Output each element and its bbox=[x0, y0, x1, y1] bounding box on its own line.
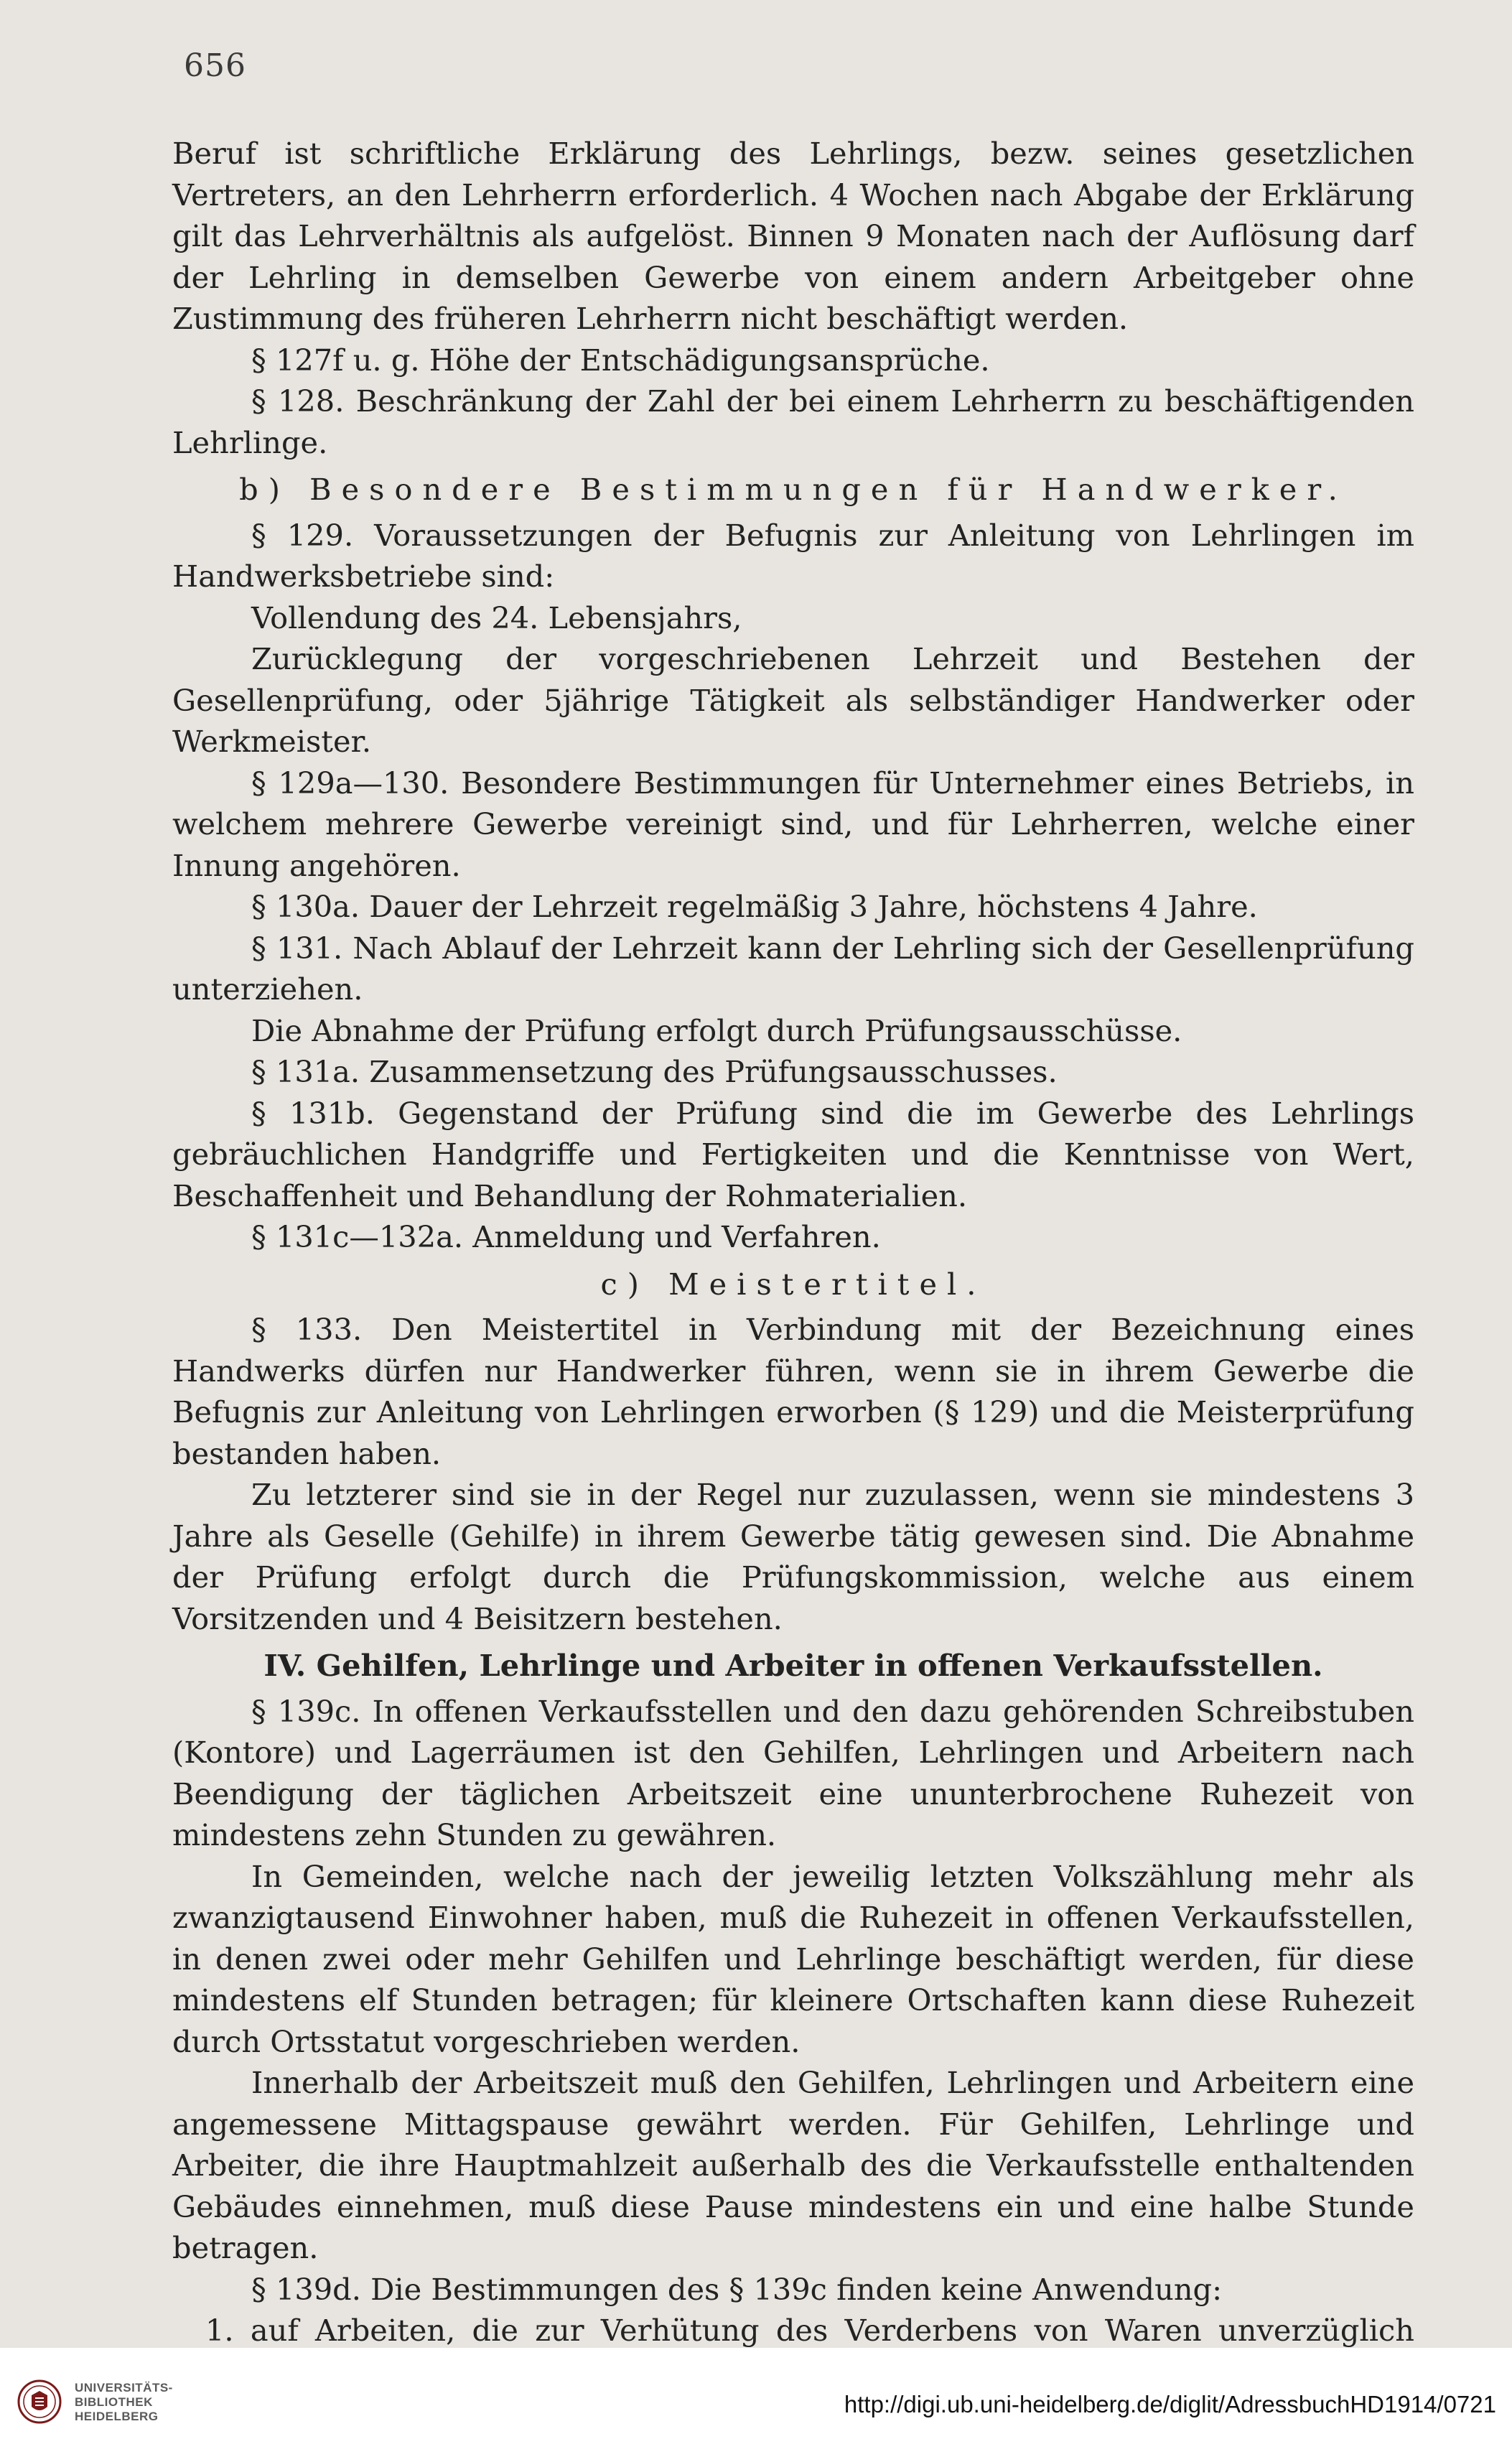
paragraph: § 139c. In offenen Verkaufsstellen und den dazu gehörenden Schreibstuben (Kontore) und Lagerräumen ist den Gehilfen, Lehrlingen und Arbeitern nach Beendigung der täglichen Arbeitszeit eine ununterbrochene Ruhezeit von mindestens zehn Stunden zu gewähren. bbox=[172, 1693, 1414, 1852]
requirement-paragraph: Zurücklegung der vorgeschriebenen Lehrzeit und Bestehen der Gesellenprüfung, oder 5jährige Tätigkeit als selbständiger Handwerker oder Werkmeister. bbox=[172, 641, 1414, 759]
paragraph: § 139d. Die Bestimmungen des § 139c finden keine Anwendung: bbox=[251, 2271, 1223, 2307]
chapter-heading: IV. Gehilfen, Lehrlinge und Arbeiter in offenen Verkaufsstellen. bbox=[263, 1648, 1323, 1683]
university-seal-icon[interactable] bbox=[17, 2379, 62, 2424]
paragraph: § 130a. Dauer der Lehrzeit regelmäßig 3 Jahre, höchstens 4 Jahre. bbox=[251, 889, 1258, 924]
library-name-line-3: HEIDELBERG bbox=[75, 2410, 159, 2423]
paragraph: § 131a. Zusammensetzung des Prüfungsausschusses. bbox=[251, 1054, 1058, 1089]
section-heading: b) Besondere Bestimmungen für Handwerker. bbox=[239, 472, 1348, 507]
section-heading: c) Meistertitel. bbox=[600, 1266, 986, 1302]
footer-bar bbox=[0, 2348, 1512, 2462]
paragraph: § 129. Voraussetzungen der Befugnis zur Anleitung von Lehrlingen im Handwerksbetriebe sind: bbox=[172, 517, 1414, 594]
paragraph: Die Abnahme der Prüfung erfolgt durch Prüfungsausschüsse. bbox=[251, 1012, 1182, 1048]
paragraph: Innerhalb der Arbeitszeit muß den Gehilfen, Lehrlingen und Arbeitern eine angemessene Mittagspause gewährt werden. Für Gehilfen, Lehrlinge und Arbeiter, die ihre Hauptmahlzeit außerhalb des die Verkaufsstelle enthaltenden Gebäudes einnehmen, muß diese Pause mindestens ein und eine halbe Stunde betragen. bbox=[172, 2065, 1414, 2265]
requirement-line: Vollendung des 24. Lebensjahrs, bbox=[251, 600, 742, 635]
paragraph: Zu letzterer sind sie in der Regel nur zuzulassen, wenn sie mindestens 3 Jahre als Geselle (Gehilfe) in ihrem Gewerbe tätig gewesen sind. Die Abnahme der Prüfung erfolgt durch die Prüfungskommission, welche aus einem Vorsitzenden und 4 Beisitzern bestehen. bbox=[172, 1477, 1414, 1636]
page-number: 656 bbox=[184, 47, 246, 84]
paragraph: § 128. Beschränkung der Zahl der bei einem Lehrherrn zu beschäftigenden Lehrlinge. bbox=[172, 383, 1414, 460]
paragraph: § 131b. Gegenstand der Prüfung sind die im Gewerbe des Lehrlings gebräuchlichen Handgriffe und Fertigkeiten und die Kenntnisse von Wert, Beschaffenheit und Behandlung der Rohmaterialien. bbox=[172, 1095, 1414, 1213]
paragraph: Beruf ist schriftliche Erklärung des Lehrlings, bezw. seines gesetzlichen Vertreters, an den Lehrherrn erforderlich. 4 Wochen nach Abgabe der Erklärung gilt das Lehrverhältnis als aufgelöst. Binnen 9 Monaten nach der Auflösung darf der Lehrling in demselben Gewerbe von einem andern Arbeitgeber ohne Zustimmung des früheren Lehrherrn nicht beschäftigt werden. bbox=[172, 136, 1414, 336]
paragraph: § 131c—132a. Anmeldung und Verfahren. bbox=[251, 1219, 881, 1254]
paragraph: § 129a—130. Besondere Bestimmungen für Unternehmer eines Betriebs, in welchem mehrere Gewerbe vereinigt sind, und für Lehrherren, welche einer Innung angehören. bbox=[172, 765, 1414, 883]
document-body bbox=[172, 133, 1414, 2392]
paragraph: § 131. Nach Ablauf der Lehrzeit kann der Lehrling sich der Gesellenprüfung unterziehen. bbox=[172, 930, 1414, 1007]
paragraph: § 127f u. g. Höhe der Entschädigungsansprüche. bbox=[251, 342, 990, 378]
paragraph: § 133. Den Meistertitel in Verbindung mit der Bezeichnung eines Handwerks dürfen nur Handwerker führen, wenn sie in ihrem Gewerbe die Befugnis zur Anleitung von Lehrlingen erworben (§ 129) und die Meisterprüfung bestanden haben. bbox=[172, 1312, 1414, 1471]
numbered-list-item: 1. auf Arbeiten, die zur Verhütung des Verderbens von Waren unverzüglich bbox=[205, 2313, 1414, 2348]
library-name-line-2: BIBLIOTHEK bbox=[75, 2395, 153, 2409]
paragraph: In Gemeinden, welche nach der jeweilig letzten Volkszählung mehr als zwanzigtausend Einwohner haben, muß die Ruhezeit in offenen Verkaufsstellen, in denen zwei oder mehr Gehilfen und Lehrlinge beschäftigt werden, für diese mindestens elf Stunden betragen; für kleinere Ortschaften kann diese Ruhezeit durch Ortsstatut vorgeschrieben werden. bbox=[172, 1858, 1414, 2059]
source-url-link[interactable]: http://digi.ub.uni-heidelberg.de/diglit/AdressbuchHD1914/0721 bbox=[844, 2391, 1496, 2417]
library-name-line-1: UNIVERSITÄTS- bbox=[75, 2381, 173, 2395]
